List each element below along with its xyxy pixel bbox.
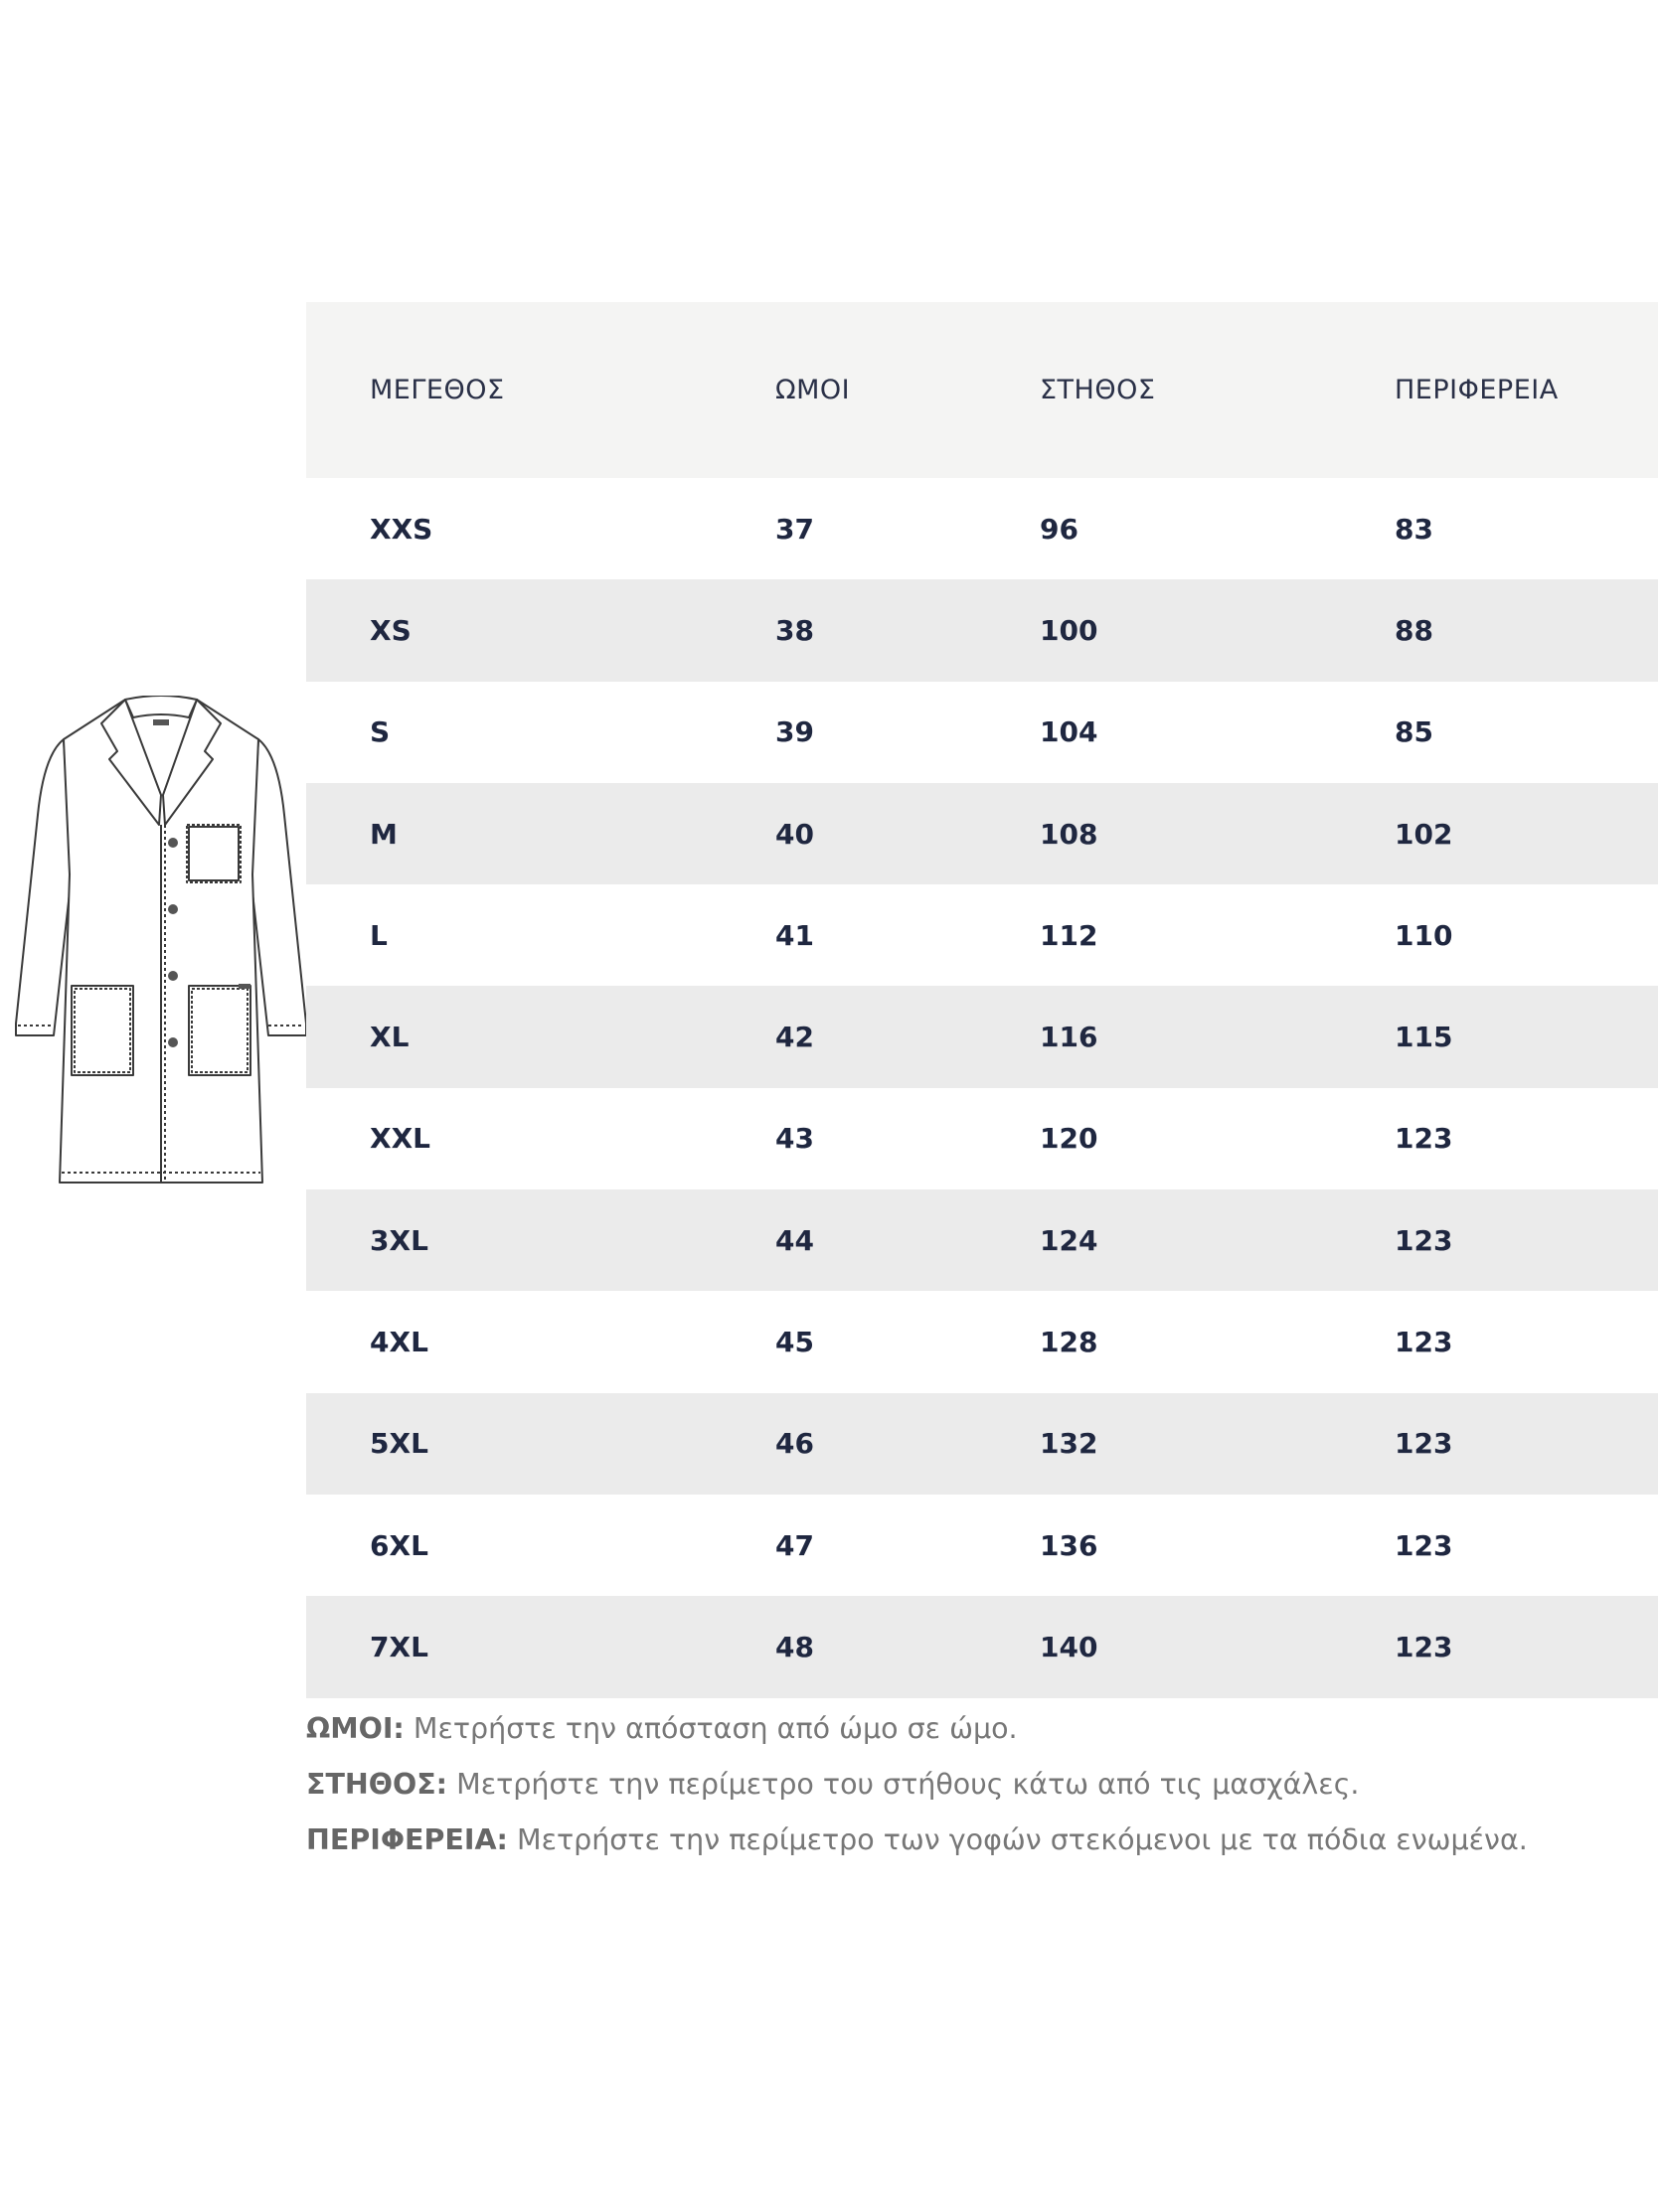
chest-cell: 136 [1040,1528,1098,1562]
table-row [306,682,1658,783]
circumference-cell: 88 [1395,613,1433,647]
circumference-cell: 123 [1395,1427,1453,1461]
table-row [306,1596,1658,1697]
note-text: Μετρήστε την απόσταση από ώμο σε ώμο. [404,1712,1018,1745]
note-text: Μετρήστε την περίμετρο του στήθους κάτω από τις μασχάλες. [447,1768,1360,1801]
table-header-row [306,302,1658,478]
chest-cell: 112 [1040,918,1098,952]
header-shoulders: ΩΜΟΙ [775,375,851,405]
chest-cell: 108 [1040,817,1098,851]
chest-cell: 128 [1040,1326,1098,1359]
circumference-cell: 123 [1395,1223,1453,1257]
size-cell: M [370,817,398,851]
size-cell: XS [370,613,412,647]
shoulders-cell: 37 [775,512,814,546]
size-cell: 5XL [370,1427,428,1461]
chest-cell: 104 [1040,715,1098,749]
shoulders-cell: 45 [775,1326,814,1359]
header-size: ΜΕΓΕΘΟΣ [370,375,505,405]
table-row [306,579,1658,681]
table-row [306,1088,1658,1189]
size-cell: 4XL [370,1326,428,1359]
lab-coat-icon [14,696,308,1187]
note-line [306,1757,1528,1813]
circumference-cell: 85 [1395,715,1433,749]
table-row [306,478,1658,579]
shoulders-cell: 40 [775,817,814,851]
note-line [306,1813,1528,1868]
size-cell: 7XL [370,1630,428,1663]
shoulders-cell: 47 [775,1528,814,1562]
note-line [306,1701,1528,1757]
circumference-cell: 110 [1395,918,1453,952]
header-circumference: ΠΕΡΙΦΕΡΕΙΑ [1395,375,1559,405]
circumference-cell: 123 [1395,1326,1453,1359]
shoulders-cell: 41 [775,918,814,952]
table-row [306,884,1658,986]
table-body [306,478,1658,1698]
size-cell: XXL [370,1122,431,1156]
chest-cell: 100 [1040,613,1098,647]
size-cell: XXS [370,512,433,546]
shoulders-cell: 48 [775,1630,814,1663]
circumference-cell: 102 [1395,817,1453,851]
size-cell: 6XL [370,1528,428,1562]
size-cell: 3XL [370,1223,428,1257]
circumference-cell: 123 [1395,1528,1453,1562]
shoulders-cell: 42 [775,1021,814,1054]
size-cell: L [370,918,388,952]
circumference-cell: 115 [1395,1021,1453,1054]
measurement-notes [306,1701,1528,1868]
table-row [306,783,1658,884]
circumference-cell: 83 [1395,512,1433,546]
size-chart-table [306,302,1658,1698]
table-row [306,1393,1658,1495]
table-row [306,1189,1658,1291]
header-chest: ΣΤΗΘΟΣ [1040,375,1156,405]
note-text: Μετρήστε την περίμετρο των γοφών στεκόμενοι με τα πόδια ενωμένα. [507,1823,1528,1856]
table-row [306,986,1658,1087]
shoulders-cell: 46 [775,1427,814,1461]
circumference-cell: 123 [1395,1630,1453,1663]
chest-cell: 116 [1040,1021,1098,1054]
size-cell: XL [370,1021,410,1054]
chest-cell: 124 [1040,1223,1098,1257]
size-cell: S [370,715,391,749]
shoulders-cell: 38 [775,613,814,647]
chest-cell: 140 [1040,1630,1098,1663]
table-row [306,1291,1658,1392]
shoulders-cell: 43 [775,1122,814,1156]
shoulders-cell: 44 [775,1223,814,1257]
table-row [306,1495,1658,1596]
note-term: ΩΜΟΙ: [306,1712,405,1745]
circumference-cell: 123 [1395,1122,1453,1156]
shoulders-cell: 39 [775,715,814,749]
chest-cell: 132 [1040,1427,1098,1461]
chest-cell: 96 [1040,512,1078,546]
note-term: ΣΤΗΘΟΣ: [306,1768,448,1801]
note-term: ΠΕΡΙΦΕΡΕΙΑ: [306,1823,508,1856]
chest-cell: 120 [1040,1122,1098,1156]
